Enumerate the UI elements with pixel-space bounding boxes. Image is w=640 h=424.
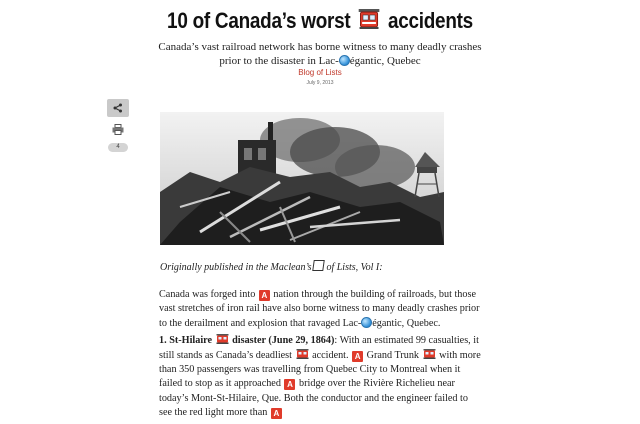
a-emoji-icon: A xyxy=(259,290,270,301)
train-emoji-icon xyxy=(216,334,229,344)
headline-text-2: accidents xyxy=(387,8,473,33)
print-icon xyxy=(112,124,124,135)
share-button[interactable] xyxy=(107,99,129,117)
headline-text-1: 10 of Canada’s worst xyxy=(167,8,351,33)
globe-emoji-icon xyxy=(339,55,350,66)
hero-photo xyxy=(160,112,444,245)
article-body xyxy=(159,288,481,424)
book-emoji-icon xyxy=(313,260,326,271)
share-icon xyxy=(113,103,123,113)
publish-date: July 9, 2013 xyxy=(306,80,334,86)
train-emoji-icon xyxy=(423,349,436,359)
train-emoji-icon xyxy=(358,8,380,32)
a-emoji-icon: A xyxy=(352,351,363,362)
article-dek: Canada’s vast railroad network has borne witness to many deadly crashes prior to the disaster in Lac- égantic, Quebec xyxy=(158,41,482,67)
paragraph-1: Canada was forged into A nation through the building of railroads, but those vast stretches of iron rail have also borne witness to many deadly crashes prior to the derailment and explosion that ravaged Lac- égantic, Quebec. xyxy=(159,289,480,329)
photo-caption: Originally published in the Maclean’s of Lists, Vol I: xyxy=(160,262,383,273)
a-emoji-icon: A xyxy=(271,408,282,419)
byline-link[interactable]: Blog of Lists xyxy=(298,68,342,77)
page-title xyxy=(45,8,595,34)
a-emoji-icon: A xyxy=(284,379,295,390)
train-wreck-photo xyxy=(160,112,444,245)
train-emoji-icon xyxy=(296,349,309,359)
print-button[interactable] xyxy=(111,122,125,136)
globe-emoji-icon xyxy=(361,317,372,328)
share-count-badge: 4 xyxy=(108,143,128,152)
paragraph-2: 1. St-Hilaire disaster (June 29, 1864): With an estimated 99 casualties, it still stands as Canada’s deadliest accident. A Grand Trunk with more than 350 passengers was travelling from Quebec City to Montreal when it failed to stop as it approached A bridge over the Rivière Richelieu near today’s Mont-St-Hilaire, Que. Both the conductor and the engineer failed to see the red light more than A xyxy=(159,335,481,419)
